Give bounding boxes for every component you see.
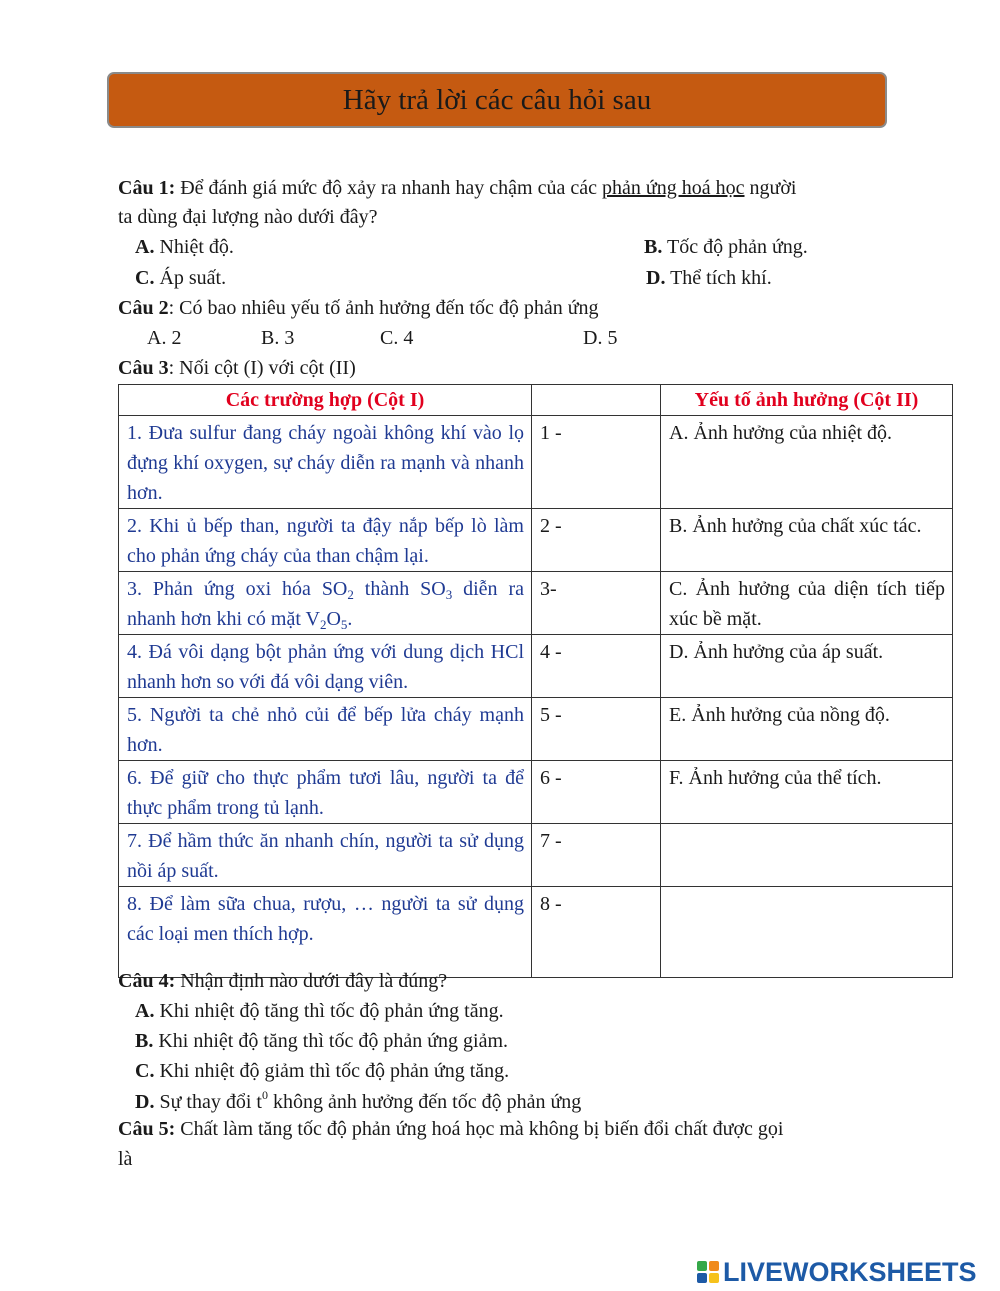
table-row [119,572,953,635]
option-text: Thể tích khí. [665,267,772,289]
option-key: C. [135,267,155,289]
table-row [119,416,953,509]
logo-text: LIVEWORKSHEETS [723,1256,977,1287]
q4-label: Câu 4: [118,970,176,992]
factor-cell: F. Ảnh hưởng của thể tích. [661,761,953,824]
subscript: 2 [319,617,327,632]
factor-cell [661,824,953,887]
case-cell: 2. Khi ủ bếp than, người ta đậy nắp bếp lò làm cho phản ứng cháy của than chậm lại. [119,509,532,572]
logo-icon [697,1261,719,1283]
answer-cell[interactable]: 5 - [532,698,661,761]
table-row [119,509,953,572]
option-text: không ảnh hưởng đến tốc độ phản ứng [267,1091,582,1113]
q4-option-b[interactable] [135,1031,508,1051]
q2-line [118,298,599,318]
option-key: D. [135,1091,155,1113]
superscript: 0 [261,1088,268,1102]
case-cell: 1. Đưa sulfur đang cháy ngoài không khí vào lọ đựng khí oxygen, sự cháy diễn ra mạnh và nhanh hơn. [119,416,532,509]
table-row [119,698,953,761]
q3-label: Câu 3 [118,357,169,379]
title-banner [107,72,887,128]
case-cell: 7. Để hầm thức ăn nhanh chín, người ta sử dụng nồi áp suất. [119,824,532,887]
case-cell: 4. Đá vôi dạng bột phản ứng với dung dịch HCl nhanh hơn so với đá vôi dạng viên. [119,635,532,698]
factor-cell: E. Ảnh hưởng của nồng độ. [661,698,953,761]
answer-cell[interactable]: 6 - [532,761,661,824]
table-row [119,635,953,698]
q2-text: : Có bao nhiêu yếu tố ảnh hưởng đến tốc độ phản ứng [168,297,599,319]
q2-option-b[interactable]: B. 3 [261,327,295,349]
option-text: Tốc độ phản ứng. [662,236,808,258]
option-text: Khi nhiệt độ tăng thì tốc độ phản ứng tăng. [154,1000,504,1022]
answer-cell[interactable]: 1 - [532,416,661,509]
case-text: 3. Phản ứng oxi hóa SO [127,578,348,600]
table-header-row [119,385,953,416]
liveworksheets-logo [697,1258,977,1286]
answer-cell[interactable]: 2 - [532,509,661,572]
case-text: diễn ra nhanh hơn khi có mặt V [127,578,525,630]
q5-text: Chất làm tăng tốc độ phản ứng hoá học mà không bị biến đổi chất được gọi [175,1118,784,1140]
q5-label: Câu 5: [118,1118,176,1140]
q1-underlined-term: phản ứng hoá học [602,177,745,199]
q4-option-d[interactable] [135,1088,582,1113]
q4-text: Nhận định nào dưới đây là đúng? [175,970,448,992]
col1-header: Các trường hợp (Cột I) [119,385,532,416]
factor-cell: A. Ảnh hưởng của nhiệt độ. [661,416,953,509]
option-key: A. [135,1000,155,1022]
case-cell [119,572,532,635]
factor-cell: B. Ảnh hưởng của chất xúc tác. [661,509,953,572]
option-key: C. [135,1060,155,1082]
q1-line1 [118,178,796,198]
option-text: Khi nhiệt độ tăng thì tốc độ phản ứng giảm. [153,1030,509,1052]
subscript: 3 [445,587,453,602]
q1-text: Để đánh giá mức độ xảy ra nhanh hay chậm của các [175,177,603,199]
case-cell: 8. Để làm sữa chua, rượu, … người ta sử dụng các loại men thích hợp. [119,887,532,978]
table-row [119,824,953,887]
q5-line1 [118,1119,783,1139]
q1-line2: ta dùng đại lượng nào dưới đây? [118,206,378,228]
page-title: Hãy trả lời các câu hỏi sau [342,83,652,116]
subscript: 2 [347,587,354,602]
q1-option-c[interactable] [135,268,226,288]
case-cell: 6. Để giữ cho thực phẩm tươi lâu, người ta để thực phẩm trong tủ lạnh. [119,761,532,824]
q1-label: Câu 1: [118,177,176,199]
q3-text: : Nối cột (I) với cột (II) [168,357,356,379]
option-key: B. [135,1030,154,1052]
subscript: 5 [340,617,348,632]
answer-cell[interactable]: 8 - [532,887,661,978]
option-text: Sự thay đổi t [154,1091,262,1113]
answer-cell[interactable]: 7 - [532,824,661,887]
option-key: D. [646,267,666,289]
case-cell: 5. Người ta chẻ nhỏ củi để bếp lửa cháy mạnh hơn. [119,698,532,761]
q1-text-end: người [744,177,797,199]
q2-label: Câu 2 [118,297,169,319]
option-text: Nhiệt độ. [154,236,234,258]
q1-option-d[interactable] [646,268,772,288]
q4-line [118,971,447,991]
q4-option-c[interactable] [135,1061,509,1081]
option-key: A. [135,236,155,258]
answer-cell[interactable]: 3- [532,572,661,635]
table-row [119,761,953,824]
q3-line [118,358,356,378]
answer-cell[interactable]: 4 - [532,635,661,698]
case-text: . [347,608,353,630]
q5-line2: là [118,1148,133,1170]
q4-option-a[interactable] [135,1001,504,1021]
option-text: Áp suất. [154,267,227,289]
q2-option-d[interactable]: D. 5 [583,327,618,349]
case-text: thành SO [353,578,446,600]
option-key: B. [644,236,663,258]
q2-option-c[interactable]: C. 4 [380,327,414,349]
factor-cell: D. Ảnh hưởng của áp suất. [661,635,953,698]
factor-cell [661,887,953,978]
col2-header [532,385,661,416]
q2-option-a[interactable]: A. 2 [147,327,182,349]
option-text: Khi nhiệt độ giảm thì tốc độ phản ứng tăng. [154,1060,510,1082]
case-text: O [326,608,341,630]
table-row [119,887,953,978]
matching-table [118,384,953,978]
col3-header: Yếu tố ảnh hưởng (Cột II) [661,385,953,416]
q1-option-b[interactable] [644,237,808,257]
factor-cell: C. Ảnh hưởng của diện tích tiếp xúc bề mặt. [661,572,953,635]
q1-option-a[interactable] [135,237,234,257]
